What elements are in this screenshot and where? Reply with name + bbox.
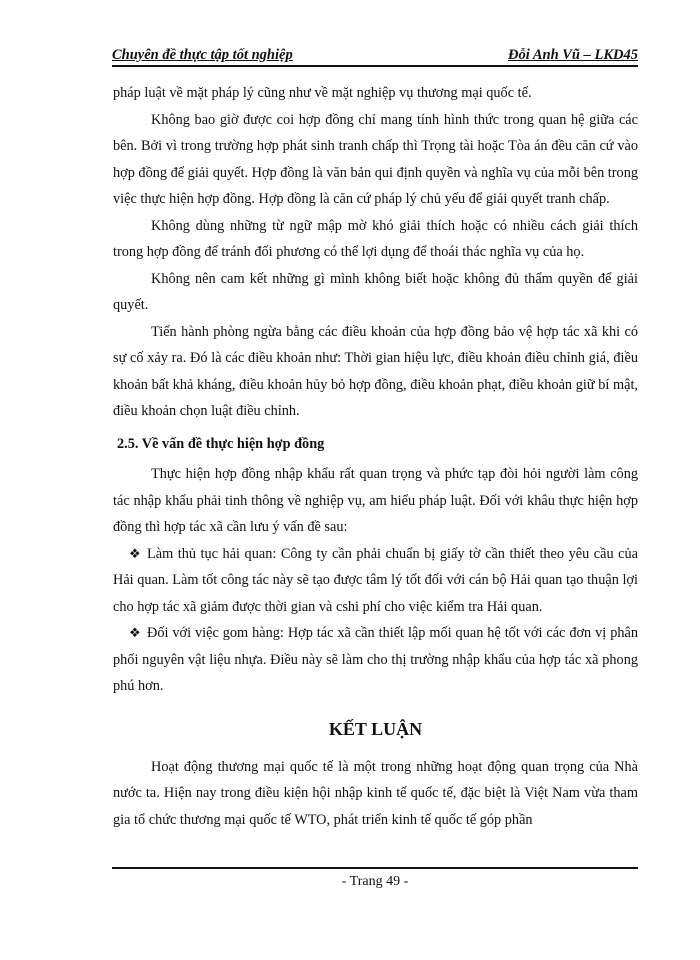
bullet-text: Đối với việc gom hàng: Hợp tác xã cần thiết lập mối quan hệ tốt với các đơn vị phân phối nguyên vật liệu nhựa. Điều này sẽ làm cho thị trường nhập khẩu của hợp tác xã phong phú hơn. bbox=[113, 625, 638, 694]
bullet-text: Làm thủ tục hải quan: Công ty cần phải chuẩn bị giấy tờ cần thiết theo yêu cầu của Hải quan. Làm tốt công tác này sẽ tạo được tâm lý tốt đối với cán bộ Hải quan tạo thuận lợi cho hợp tác xã giảm được thời gian và cshi phí cho việc kiểm tra Hải quan. bbox=[113, 545, 638, 615]
diamond-bullet-icon: ❖ bbox=[129, 625, 141, 640]
document-body bbox=[113, 80, 638, 833]
page-header bbox=[112, 46, 638, 64]
paragraph: pháp luật về mặt pháp lý cũng như về mặt nghiệp vụ thương mại quốc tế. bbox=[113, 85, 532, 101]
paragraph: Tiến hành phòng ngừa bằng các điều khoản của hợp đồng bảo vệ hợp tác xã khi có sự cố xảy ra. Đó là các điều khoản như: Thời gian hiệu lực, điều khoản điều chỉnh giá, điều khoản bất khả kháng, điều khoản hủy bỏ hợp đồng, điều khoản phạt, điều khoản giữ bí mật, điều khoản chọn luật điều chỉnh. bbox=[113, 323, 638, 419]
page-number: - Trang 49 - bbox=[341, 874, 409, 889]
header-document-title: Chuyên đề thực tập tốt nghiệp bbox=[112, 47, 293, 63]
bullet-item bbox=[113, 620, 638, 700]
paragraph: Không dùng những từ ngữ mập mờ khó giải thích hoặc có nhiều cách giải thích trong hợp đồng để tránh đối phương có thể lợi dụng để thoái thác nghĩa vụ của họ. bbox=[113, 217, 638, 260]
header-rule bbox=[112, 65, 638, 67]
paragraph: Không bao giờ được coi hợp đồng chỉ mang tính hình thức trong quan hệ giữa các bên. Bởi vì trong trường hợp phát sinh tranh chấp thì Trọng tài hoặc Tòa án đều căn cứ vào hợp đồng để giải quyết. Hợp đồng là văn bản qui định quyền và nghĩa vụ của mỗi bên trong việc thực hiện hợp đồng. Hợp đồng là căn cứ pháp lý chủ yếu để giải quyết tranh chấp. bbox=[113, 111, 638, 207]
header-author: Đỗi Anh Vũ – LKD45 bbox=[508, 47, 638, 63]
paragraph: Không nên cam kết những gì mình không biết hoặc không đủ thẩm quyền để giải quyết. bbox=[113, 270, 638, 313]
section-heading: 2.5. Về vấn đề thực hiện hợp đồng bbox=[117, 435, 325, 452]
paragraph: Hoạt động thương mại quốc tế là một trong những hoạt động quan trọng của Nhà nước ta. Hiện nay trong điều kiện hội nhập kinh tế quốc tế, đặc biệt là Việt Nam vừa tham gia tổ chức thương mại quốc tế WTO, phát triển kinh tế quốc tế góp phần bbox=[113, 758, 638, 828]
paragraph: Thực hiện hợp đồng nhập khẩu rất quan trọng và phức tạp đòi hỏi người làm công tác nhập khẩu phải tinh thông về nghiệp vụ, am hiểu pháp luật. Đối với khâu thực hiện hợp đồng thì hợp tác xã cần lưu ý vấn đề sau: bbox=[113, 466, 638, 535]
footer-rule bbox=[112, 867, 638, 869]
conclusion-title: KẾT LUẬN bbox=[328, 718, 423, 739]
diamond-bullet-icon: ❖ bbox=[129, 545, 141, 561]
bullet-item bbox=[113, 541, 638, 621]
